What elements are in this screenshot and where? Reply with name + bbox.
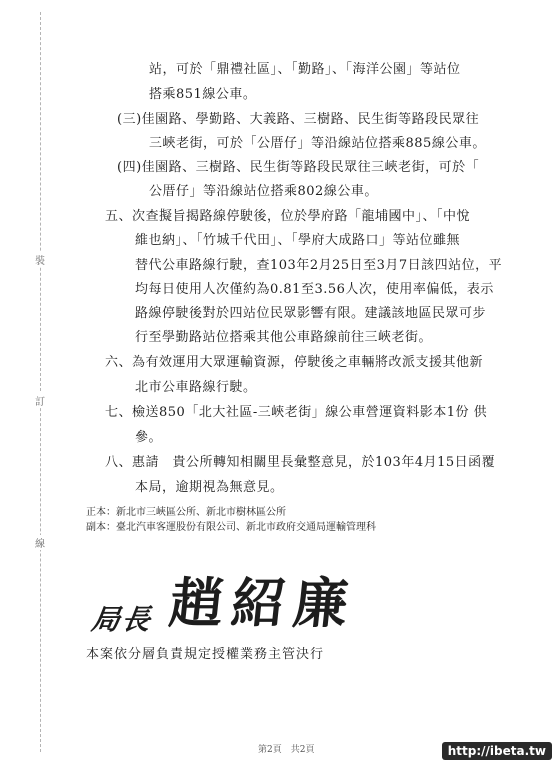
body-line-5: (四)佳園路、三樹路、民生街等路段民眾往三峽老街，可於「 [117,160,480,175]
delegation-note: 本案依分層負責規定授權業務主管決行 [86,647,325,662]
signature-block [89,548,360,638]
recipients-copy: 副本：臺北汽車客運股份有限公司、新北市政府交通局運輸管理科 [86,522,376,533]
binding-mark-top: 裝 [32,252,48,267]
body-line-16: 參。 [135,430,163,445]
binding-line [40,12,41,752]
body-line-18: 本局，逾期視為無意見。 [135,480,284,495]
binding-mark-middle: 訂 [32,393,48,408]
body-line-1: 站，可於「鼎禮社區」、「勤路」、「海洋公園」等站位 [149,62,461,77]
body-line-9: 替代公車路線行駛，查103年2月25日至3月7日該四站位，平 [135,258,503,273]
body-line-11: 路線停駛後對於四站位民眾影響有限。建議該地區民眾可步 [135,306,487,321]
body-line-6: 公厝仔」等沿線站位搭乘802線公車。 [149,184,378,199]
recipients-main: 正本：新北市三峽區公所、新北市樹林區公所 [86,507,286,518]
body-line-17: 八、惠請 貴公所轉知相關里長彙整意見，於103年4月15日函覆 [105,455,496,470]
body-line-4: 三峽老街，可於「公厝仔」等沿線站位搭乘885線公車。 [149,136,486,151]
body-line-12: 行至學勤路站位搭乘其他公車路線前往三峽老街。 [135,330,433,345]
body-line-8: 維也納」、「竹城千代田」、「學府大成路口」等站位雖無 [135,233,461,248]
watermark: http://ibeta.tw [442,742,552,760]
body-line-2: 搭乘851線公車。 [149,87,257,102]
body-line-10: 均每日使用人次僅約為0.81至3.56人次，使用率偏低，表示 [135,282,494,297]
body-line-14: 北市公車路線行駛。 [135,380,257,395]
signature-name: 趙紹廉 [166,571,360,635]
binding-mark-bottom: 線 [32,535,48,550]
body-line-3: (三)佳園路、學勤路、大義路、三樹路、民生街等路段民眾往 [117,112,480,127]
body-line-7: 五、次查擬旨揭路線停駛後，位於學府路「龍埔國中」、「中悅 [105,209,471,224]
page-number: 第2頁 共2頁 [258,745,315,755]
body-line-15: 七、檢送850「北大社區-三峽老街」線公車營運資料影本1份 供 [105,405,488,420]
signature-title: 局長 [89,603,155,636]
body-line-13: 六、為有效運用大眾運輸資源，停駛後之車輛將改派支援其他新 [105,355,484,370]
